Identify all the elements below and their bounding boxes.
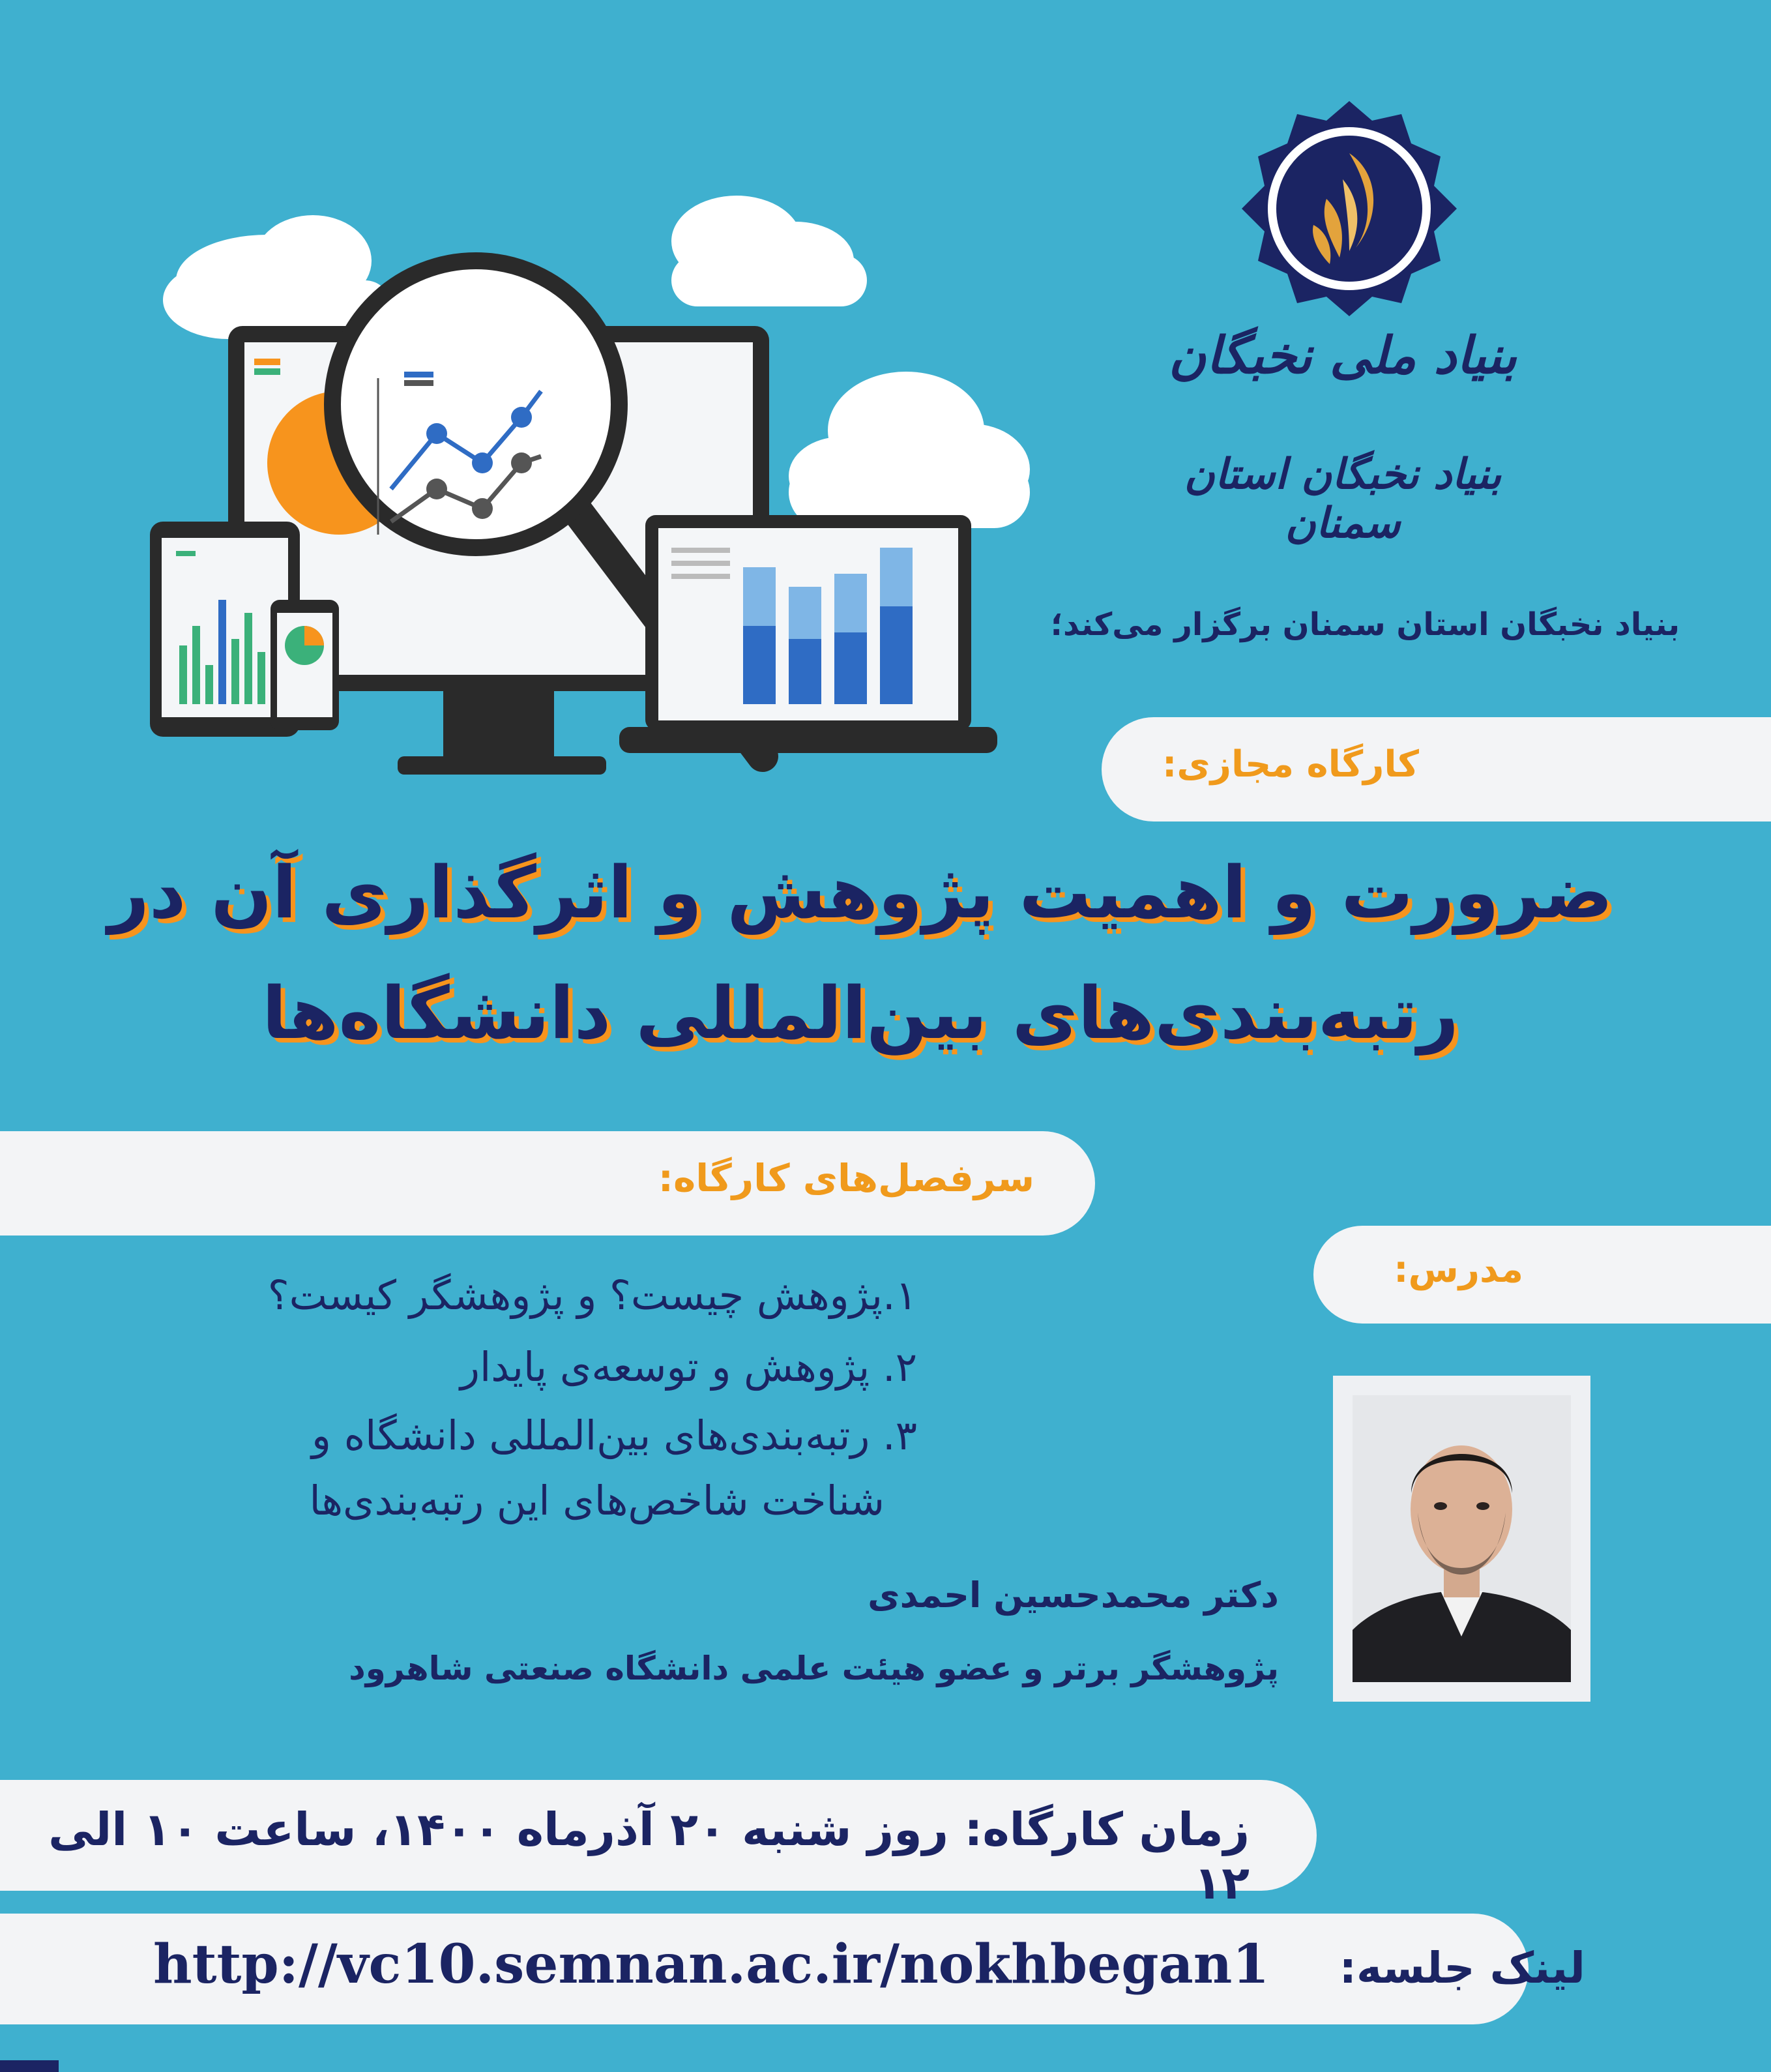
laptop-icon xyxy=(619,515,997,753)
workshop-title-line2: رتبه‌بندی‌های بین‌المللی دانشگاه‌ها xyxy=(261,971,1459,1055)
topics-heading: سرفصل‌های کارگاه: xyxy=(658,1156,1034,1200)
session-link-row xyxy=(153,1933,1585,1996)
logo-title: بنیاد ملی نخبگان xyxy=(1169,326,1517,385)
topic-item: ۱.پژوهش چیست؟ و پژوهشگر کیست؟ xyxy=(267,1271,917,1319)
phone-icon xyxy=(271,600,339,730)
event-type-label: کارگاه مجازی: xyxy=(1162,743,1419,786)
workshop-title-line1: ضرورت و اهمیت پژوهش و اثرگذاری آن در xyxy=(108,851,1613,934)
logo-emblem-icon xyxy=(1242,101,1457,316)
logo-subtitle: بنیاد نخبگان استان سمنان xyxy=(1184,450,1502,548)
topic-item: ۳. رتبه‌بندی‌های بین‌المللی دانشگاه و xyxy=(312,1412,917,1459)
instructor-name: دکتر محمدحسین احمدی xyxy=(868,1575,1279,1616)
footer-mark xyxy=(0,2060,59,2072)
topic-item: شناخت شاخص‌های این رتبه‌بندی‌ها xyxy=(309,1477,885,1524)
instructor-photo xyxy=(1353,1395,1571,1682)
session-link-label: لینک جلسه: xyxy=(1339,1943,1585,1993)
instructor-affiliation: پژوهشگر برتر و عضو هیئت علمی دانشگاه صنعتی شاهرود xyxy=(349,1650,1279,1687)
cloud-icon xyxy=(671,196,867,306)
organizer-text: بنیاد نخبگان استان سمنان برگزار می‌کند؛ xyxy=(1050,606,1680,643)
topic-item: ۲. پژوهش و توسعه‌ی پایدار xyxy=(460,1343,917,1391)
analytics-illustration xyxy=(137,183,1043,782)
cloud-icon xyxy=(789,372,1030,528)
instructor-heading-panel xyxy=(1313,1226,1771,1324)
schedule-text: زمان کارگاه: روز شنبه ۲۰ آذرماه ۱۴۰۰، ساعت ۱۰ الی ۱۲ xyxy=(48,1803,1250,1910)
instructor-heading: مدرس: xyxy=(1394,1249,1523,1291)
session-link-url[interactable]: http://vc10.semnan.ac.ir/nokhbegan1 xyxy=(153,1933,1270,1996)
